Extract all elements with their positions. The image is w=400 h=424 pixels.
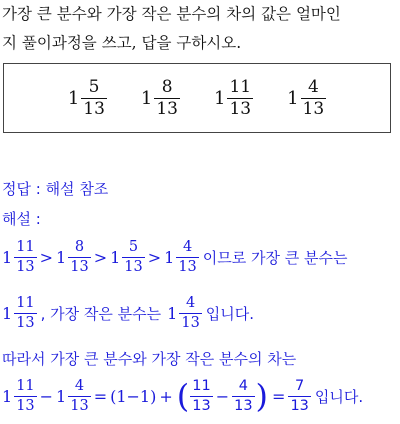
step-2-text-middle: , 가장 작은 분수는 (40, 304, 162, 323)
denominator: 13 (229, 99, 252, 119)
fraction (179, 296, 201, 330)
given-fraction-4 (287, 79, 326, 118)
greater-than-sign: > (39, 247, 54, 267)
given-fractions-box (3, 63, 391, 133)
equals-sign: = (93, 386, 108, 406)
numerator: 11 (16, 378, 35, 394)
fraction (14, 296, 36, 330)
fraction (122, 240, 144, 274)
denominator: 13 (290, 397, 309, 414)
denominator: 13 (302, 99, 325, 119)
mixed-fraction (164, 240, 199, 274)
whole-number: 1 (110, 247, 121, 267)
step-1-text: 이므로 가장 큰 분수는 (202, 248, 348, 267)
smallest-fraction (167, 296, 202, 330)
fraction (154, 79, 180, 118)
question-text (2, 0, 398, 58)
given-fraction-3 (214, 79, 253, 118)
greater-than-sign: > (147, 247, 162, 267)
fraction (190, 379, 212, 413)
plus-sign: + (159, 386, 173, 406)
equals-sign: = (272, 386, 286, 406)
explanation-label: 해설 : (2, 210, 41, 228)
denominator: 13 (181, 314, 200, 331)
fraction (68, 240, 90, 274)
step-2-text-end: 입니다. (205, 304, 255, 323)
answer-label: 정답 : 해설 참조 (2, 180, 109, 198)
fraction (14, 379, 36, 413)
question-line-2: 지 풀이과정을 쓰고, 답을 구하시오. (2, 34, 242, 52)
numerator: 11 (192, 378, 211, 394)
numerator: 5 (88, 77, 100, 97)
solution-step-2 (2, 296, 254, 330)
denominator: 13 (16, 397, 35, 414)
numerator: 11 (229, 77, 252, 97)
minus-sign: − (39, 386, 54, 406)
fraction (232, 379, 254, 413)
numerator: 4 (74, 378, 85, 394)
fraction (68, 379, 90, 413)
numerator: 4 (307, 77, 319, 97)
right-paren: ) (255, 377, 269, 415)
fraction (81, 79, 107, 118)
solution-step-1 (2, 240, 348, 274)
numerator: 5 (128, 239, 139, 255)
denominator: 13 (70, 397, 89, 414)
numerator: 11 (16, 295, 35, 311)
denominator: 13 (83, 99, 105, 119)
denominator: 13 (124, 258, 143, 275)
fraction (227, 79, 253, 118)
denominator: 13 (16, 258, 35, 275)
given-fraction-2 (141, 79, 180, 118)
whole-number: 1 (2, 386, 13, 406)
whole-number: 1 (164, 247, 175, 267)
whole-number: 1 (2, 303, 13, 323)
whole-number: 1 (214, 88, 226, 109)
fraction (301, 79, 327, 118)
numerator: 4 (182, 239, 193, 255)
mixed-fraction (110, 240, 145, 274)
numerator: 4 (238, 378, 248, 394)
denominator: 13 (178, 258, 197, 275)
mixed-fraction (56, 379, 91, 413)
whole-number: 1 (56, 386, 67, 406)
step-4-text-end: 입니다. (314, 387, 364, 406)
solution-step-3: 따라서 가장 큰 분수와 가장 작은 분수의 차는 (2, 350, 297, 368)
denominator: 13 (70, 258, 89, 275)
fraction (176, 240, 198, 274)
denominator: 13 (156, 99, 178, 119)
whole-number: 1 (167, 303, 178, 323)
numerator: 11 (16, 239, 35, 255)
fraction (14, 240, 36, 274)
question-line-1: 가장 큰 분수와 가장 작은 분수의 차의 값은 얼마인 (2, 5, 341, 23)
denominator: 13 (16, 314, 35, 331)
numerator: 7 (295, 378, 305, 394)
whole-number: 1 (287, 88, 299, 109)
left-paren: ( (176, 377, 190, 415)
minus-sign: − (215, 386, 230, 406)
whole-number: 1 (2, 247, 13, 267)
solution-step-4 (2, 379, 363, 413)
mixed-fraction (2, 379, 37, 413)
result-fraction (288, 379, 310, 413)
given-fraction-1 (68, 79, 107, 118)
numerator: 8 (74, 239, 85, 255)
mixed-fraction (56, 240, 91, 274)
whole-difference: (1−1) (110, 386, 157, 406)
numerator: 4 (185, 295, 196, 311)
numerator: 8 (161, 77, 173, 97)
whole-number: 1 (56, 247, 67, 267)
largest-fraction (2, 296, 37, 330)
greater-than-sign: > (93, 247, 108, 267)
whole-number: 1 (67, 88, 80, 109)
denominator: 13 (234, 397, 253, 414)
whole-number: 1 (140, 88, 153, 109)
given-fractions-row (4, 79, 390, 118)
mixed-fraction (2, 240, 37, 274)
denominator: 13 (192, 397, 211, 414)
